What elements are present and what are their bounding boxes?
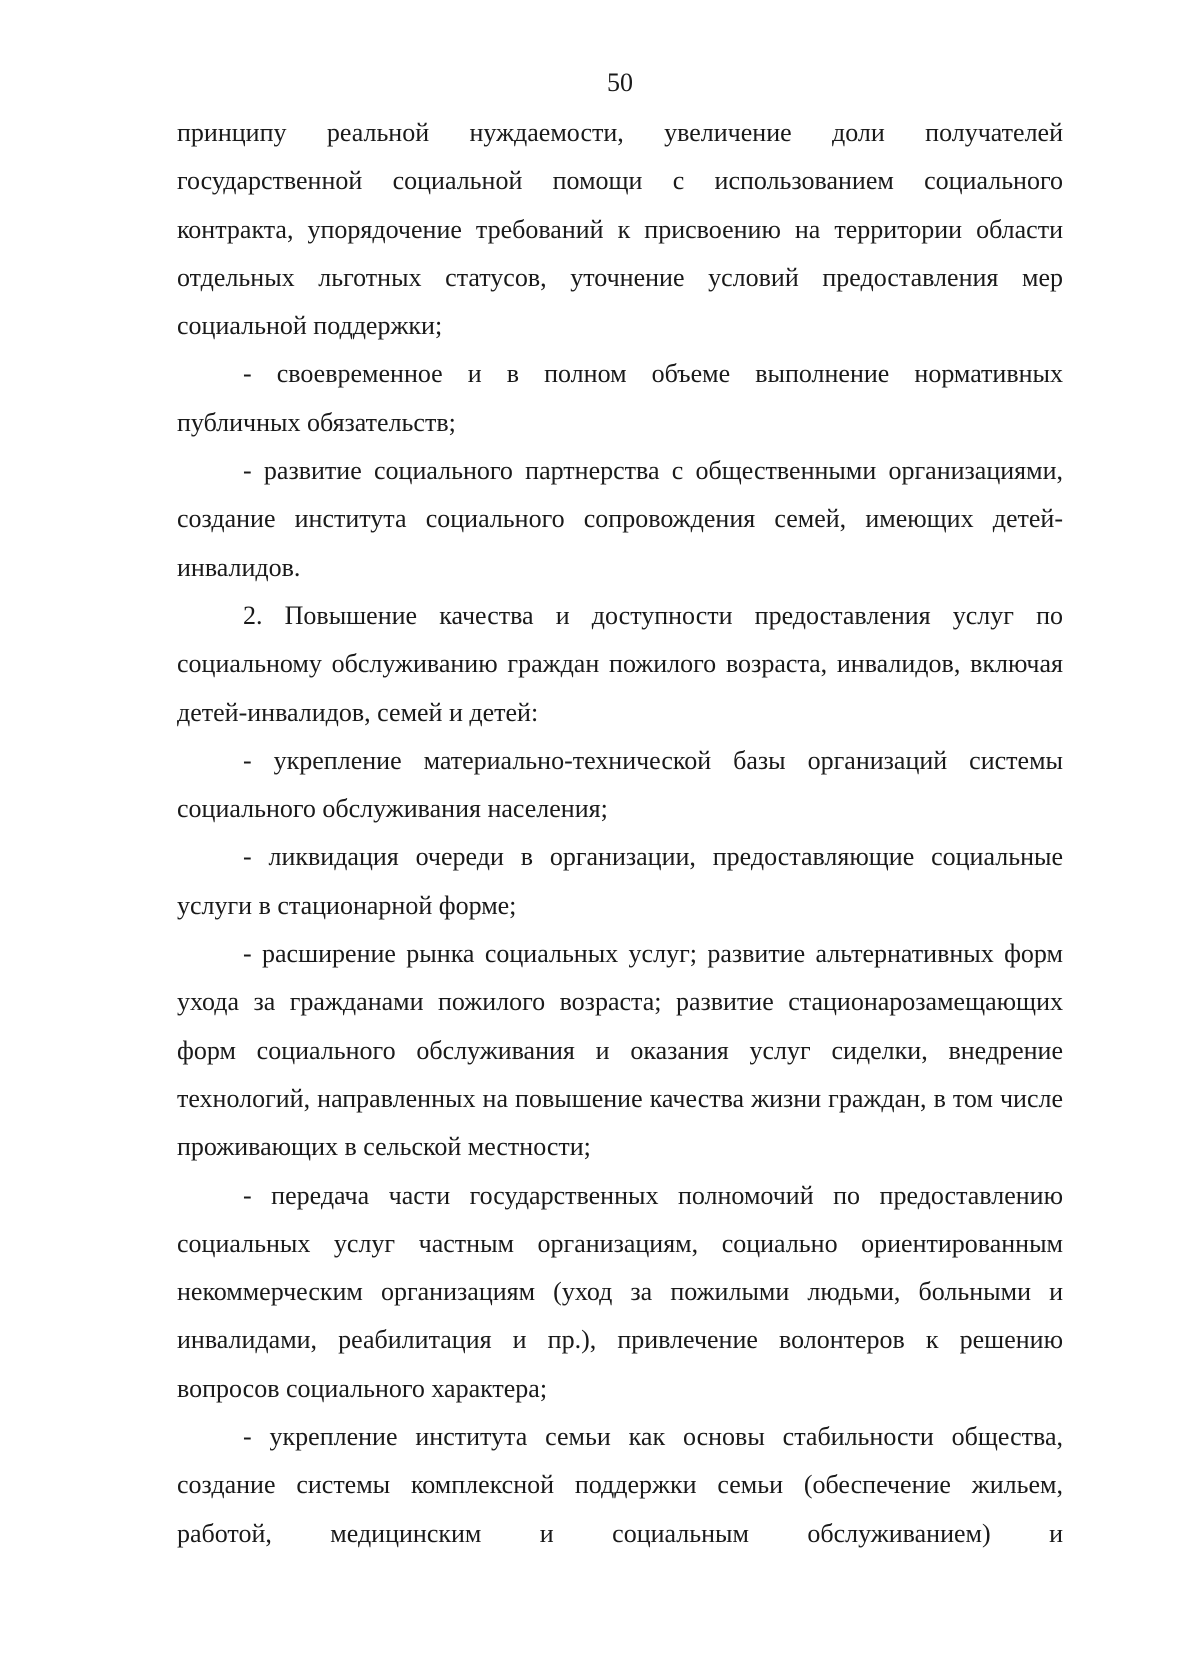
paragraph-8: - передача части государственных полномочий по предоставлению социальных услуг частным организациям, социально ориентированным некоммерческим организациям (уход за пожилыми людьми, больными и инвалидами, реабилитация и пр.), привлечение волонтеров к решению вопросов социального характера; bbox=[177, 1180, 1063, 1403]
paragraph-1: принципу реальной нуждаемости, увеличение доли получателей государственной социальной помощи с использованием социального контракта, упорядочение требований к присвоению на территории области отдельных льготных статусов, уточнение условий предоставления мер социальной поддержки; bbox=[177, 118, 1063, 341]
paragraph-7: - расширение рынка социальных услуг; развитие альтернативных форм ухода за гражданами пожилого возраста; развитие стационарозамещающих форм социального обслуживания и оказания услуг сиделки, внедрение технологий, направленных на повышение качества жизни граждан, в том числе проживающих в сельской местности; bbox=[177, 939, 1063, 1162]
paragraph-4: 2. Повышение качества и доступности предоставления услуг по социальному обслуживанию граждан пожилого возраста, инвалидов, включая детей-инвалидов, семей и детей: bbox=[177, 600, 1063, 727]
page-number: 50 bbox=[607, 68, 633, 97]
paragraph-5: - укрепление материально-технической базы организаций системы социального обслуживания населения; bbox=[177, 745, 1063, 824]
body-text bbox=[177, 109, 1063, 1558]
paragraph-6: - ликвидация очереди в организации, предоставляющие социальные услуги в стационарной форме; bbox=[177, 842, 1063, 920]
paragraph-9: - укрепление института семьи как основы стабильности общества, создание системы комплексной поддержки семьи (обеспечение жильем, работой, медицинским и социальным обслуживанием) и bbox=[177, 1422, 1063, 1548]
paragraph-2: - своевременное и в полном объеме выполнение нормативных публичных обязательств; bbox=[177, 359, 1063, 437]
paragraph-3: - развитие социального партнерства с общественными организациями, создание института социального сопровождения семей, имеющих детей-инвалидов. bbox=[177, 456, 1063, 582]
